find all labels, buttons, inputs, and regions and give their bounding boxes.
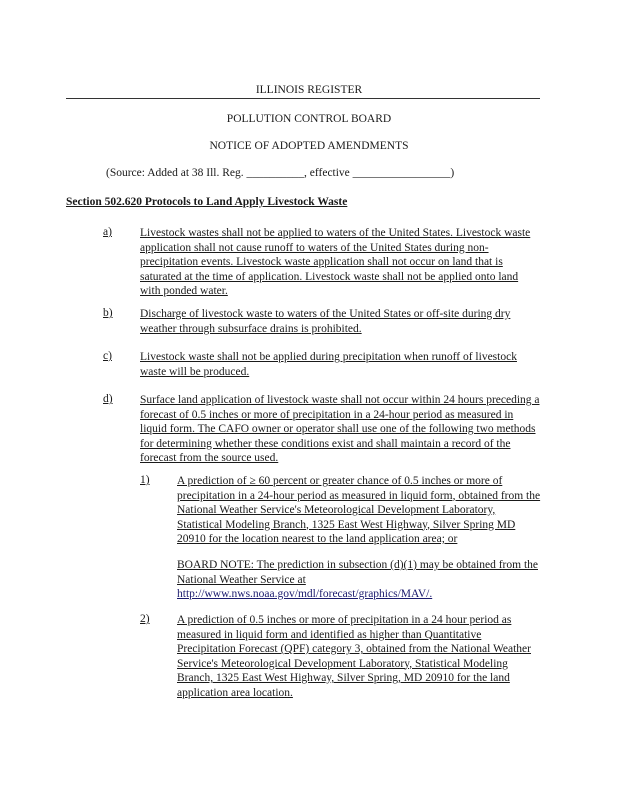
source-suffix: ) <box>450 167 455 179</box>
register-header: ILLINOIS REGISTER <box>255 84 363 96</box>
item-c-text: Livestock waste shall not be applied during precipitation when runoff of livestock waste will be produced. <box>140 351 517 378</box>
board-title: POLLUTION CONTROL BOARD <box>226 113 392 125</box>
subitem-1-label: 1) <box>140 474 150 486</box>
board-note-text: BOARD NOTE: The prediction in subsection (d)(1) may be obtained from the National Weather Service at <box>177 559 538 586</box>
item-a-label: a) <box>103 226 112 238</box>
source-blank-reg: __________ <box>246 167 305 179</box>
subitem-2-label: 2) <box>140 613 150 625</box>
board-note-link[interactable]: http://www.nws.noaa.gov/mdl/forecast/graphics/MAV/. <box>177 588 433 600</box>
source-prefix: (Source: Added at 38 Ill. Reg. <box>106 167 247 179</box>
source-middle: , effective <box>304 167 353 179</box>
item-b-label: b) <box>103 307 113 319</box>
item-a-text: Livestock wastes shall not be applied to waters of the United States. Livestock waste application shall not cause runoff to waters of the United States during non-precipitation events. Livestock waste application shall not occur on land that is saturated at the time of application. Livestock waste shall not be applied onto land with ponded water. <box>140 227 531 297</box>
notice-title: NOTICE OF ADOPTED AMENDMENTS <box>209 140 409 152</box>
subitem-2-text: A prediction of 0.5 inches or more of precipitation in a 24 hour period as measured in liquid form and identified as higher than Quantitative Precipitation Forecast (QPF) category 3, obtained from the National Weather Service's Meteorological Development Laboratory, Statistical Modeling Branch, 1325 East West Highway, Silver Spring, MD 20910 for the land application area location. <box>177 614 531 699</box>
item-b-text: Discharge of livestock waste to waters of the United States or off-site during dry weather through subsurface drains is prohibited. <box>140 308 511 335</box>
source-note <box>106 167 454 179</box>
header-rule <box>66 98 540 99</box>
subitem-1-text: A prediction of ≥ 60 percent or greater chance of 0.5 inches or more of precipitation in a 24-hour period as measured in liquid form, obtained from the National Weather Service's Meteorological Development Laboratory, Statistical Modeling Branch, 1325 East West Highway, Silver Spring MD 20910 for the location nearest to the land application area; or <box>177 475 541 545</box>
item-d-text: Surface land application of livestock waste shall not occur within 24 hours preceding a forecast of 0.5 inches or more of precipitation in a 24-hour period as measured in liquid form. The CAFO owner or operator shall use one of the following two methods for determining whether these conditions exist and shall maintain a record of the forecast from the source used. <box>140 394 540 464</box>
section-heading: Section 502.620 Protocols to Land Apply Livestock Waste <box>66 196 348 208</box>
item-d-label: d) <box>103 393 113 405</box>
source-blank-effective: _________________ <box>352 167 451 179</box>
item-c-label: c) <box>103 350 112 362</box>
